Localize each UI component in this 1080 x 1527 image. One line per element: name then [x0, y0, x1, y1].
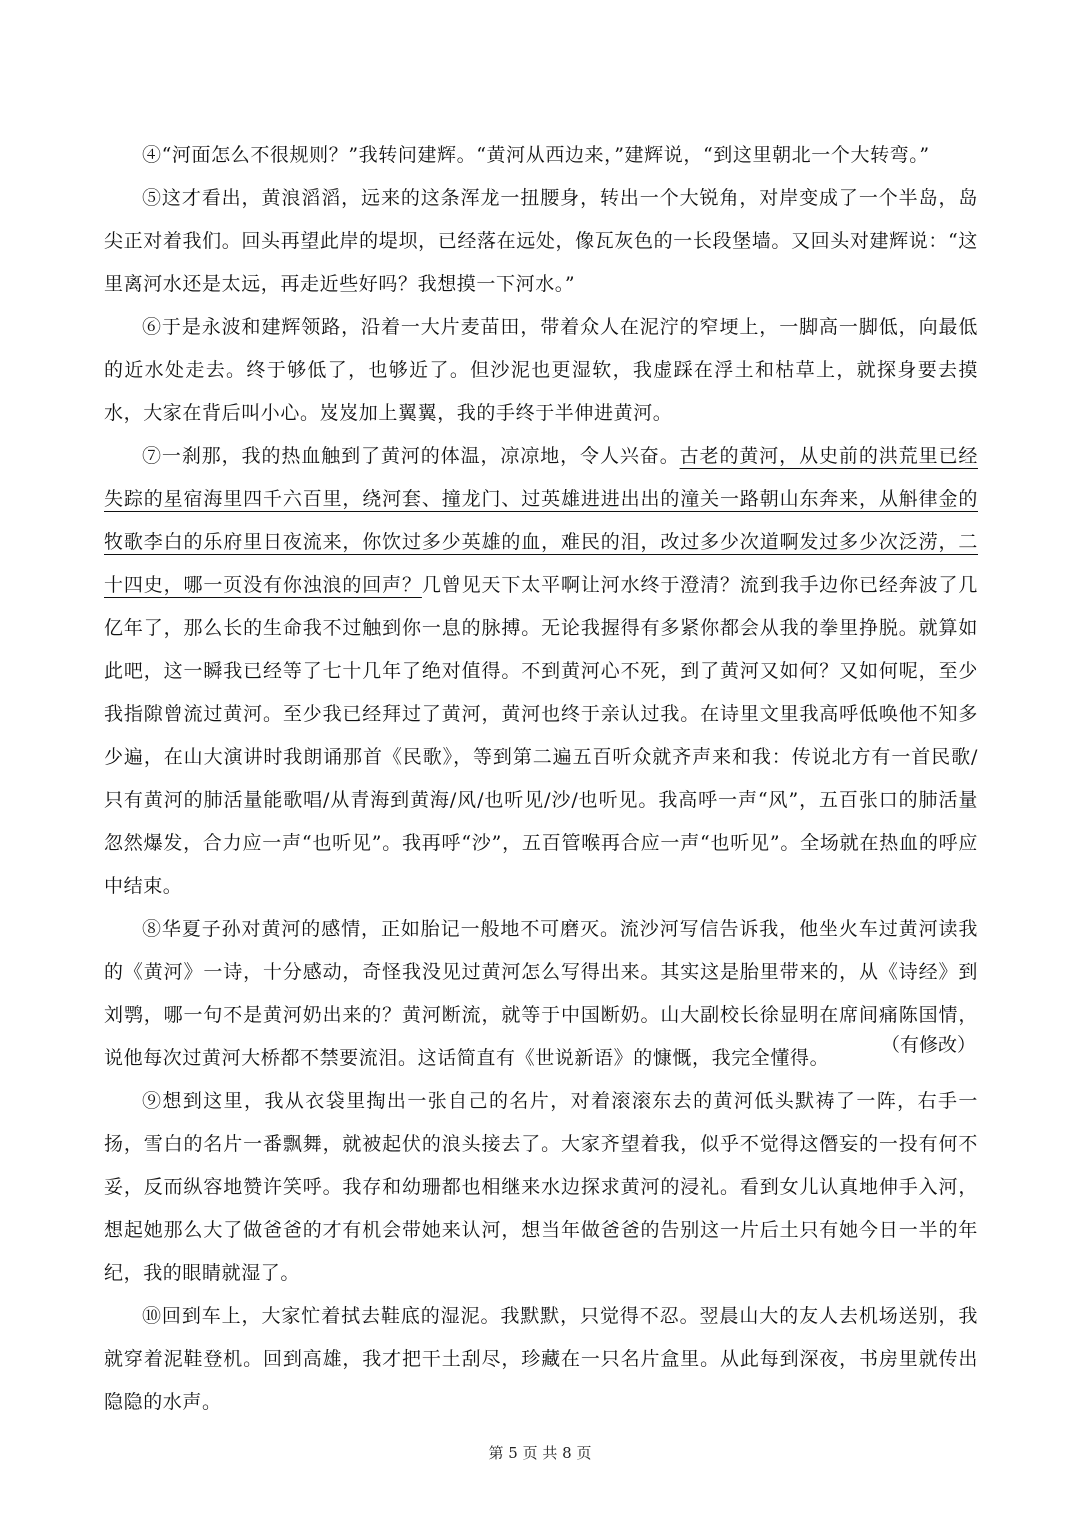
paragraph-9: ⑨想到这里，我从衣袋里掏出一张自己的名片，对着滚滚东去的黄河低头默祷了一阵，右手一扬，雪白的名片一番飘舞，就被起伏的浪头接去了。大家齐望着我，似乎不觉得这僭妄的一投有何不妥，反而纵容地赞许笑呼。我存和幼珊都也相继来水边探求黄河的浸礼。看到女儿认真地伸手入河，想起她那么大了做爸爸的才有机会带她来认河，想当年做爸爸的告别这一片后土只有她今日一半的年纪，我的眼睛就湿了。 — [104, 1090, 978, 1284]
paragraph-7-intro: ⑦一刹那，我的热血触到了黄河的体温，凉凉地，令人兴奋。 — [142, 445, 680, 467]
paragraph-8: ⑧华夏子孙对黄河的感情，正如胎记一般地不可磨灭。流沙河写信告诉我，他坐火车过黄河读我的《黄河》一诗，十分感动，奇怪我没见过黄河怎么写得出来。其实这是胎里带来的，从《诗经》到刘鹗，哪一句不是黄河奶出来的？黄河断流，就等于中国断奶。山大副校长徐显明在席间痛陈国情，说他每次过黄河大桥都不禁要流泪。这话简直有《世说新语》的慷慨，我完全懂得。 — [104, 918, 978, 1069]
page-number: 第 5 页 共 8 页 — [488, 1444, 592, 1462]
paragraph-4: ④“河面怎么不很规则？”我转问建辉。“黄河从西边来，”建辉说，“到这里朝北一个大转弯。” — [142, 144, 930, 166]
article-body — [104, 134, 978, 1424]
paragraph-7-rest: 几曾见天下太平啊让河水终于澄清？流到我手边你已经奔波了几亿年了，那么长的生命我不过触到你一息的脉搏。无论我握得有多紧你都会从我的拳里挣脱。就算如此吧，这一瞬我已经等了七十几年了绝对值得。不到黄河心不死，到了黄河又如何？又如何呢，至少我指隙曾流过黄河。至少我已经拜过了黄河，黄河也终于亲认过我。在诗里文里我高呼低唤他不知多少遍，在山大演讲时我朗诵那首《民歌》，等到第二遍五百听众就齐声来和我：传说北方有一首民歌/只有黄河的肺活量能歌唱/从青海到黄海/风/也听见/沙/也听见。我高呼一声“风”，五百张口的肺活量忽然爆发，合力应一声“也听见”。我再呼“沙”，五百管喉再合应一声“也听见”。全场就在热血的呼应中结束。 — [104, 574, 978, 897]
paragraph-6: ⑥于是永波和建辉领路，沿着一大片麦苗田，带着众人在泥泞的窄埂上，一脚高一脚低，向最低的近水处走去。终于够低了，也够近了。但沙泥也更湿软，我虚踩在浮土和枯草上，就探身要去摸水，大家在背后叫小心。岌岌加上翼翼，我的手终于半伸进黄河。 — [104, 316, 978, 424]
source-note: （有修改） — [880, 1034, 976, 1056]
paragraph-7-underlined-passage: 古老的黄河，从史前的洪荒里已经失踪的星宿海里四千六百里，绕河套、撞龙门、过英雄进进出出的潼关一路朝山东奔来，从斛律金的牧歌李白的乐府里日夜流来，你饮过多少英雄的血，难民的泪，改过多少次道啊发过多少次泛涝，二十四史，哪一页没有你浊浪的回声？ — [104, 445, 978, 596]
paragraph-5: ⑤这才看出，黄浪滔滔，远来的这条浑龙一扭腰身，转出一个大锐角，对岸变成了一个半岛，岛尖正对着我们。回头再望此岸的堤坝，已经落在远处，像瓦灰色的一长段堡墙。又回头对建辉说：“这里离河水还是太远，再走近些好吗？我想摸一下河水。” — [104, 187, 978, 295]
paragraph-7 — [104, 435, 978, 908]
paragraph-10: ⑩回到车上，大家忙着拭去鞋底的湿泥。我默默，只觉得不忍。翌晨山大的友人去机场送别，我就穿着泥鞋登机。回到高雄，我才把干土刮尽，珍藏在一只名片盒里。从此每到深夜，书房里就传出隐隐的水声。 — [104, 1305, 978, 1413]
